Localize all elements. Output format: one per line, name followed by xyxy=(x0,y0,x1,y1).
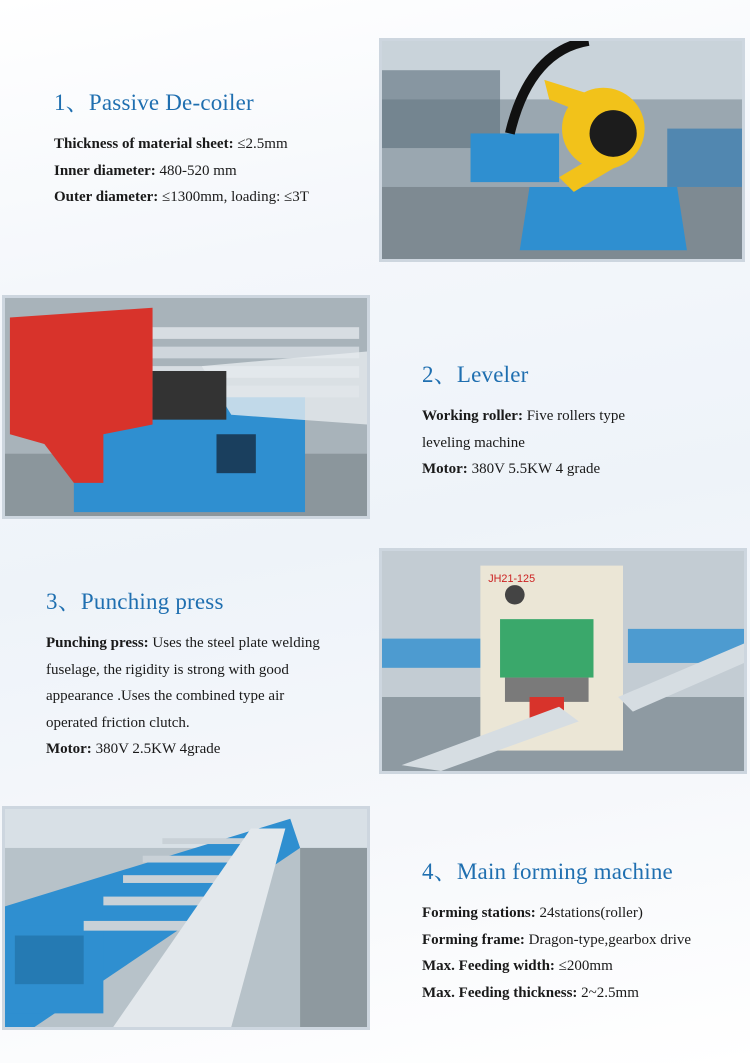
spec-line: Thickness of material sheet: ≤2.5mm xyxy=(54,136,288,152)
spec-line: Punching press: Uses the steel plate welding xyxy=(46,635,320,651)
decoiler-photo xyxy=(379,38,745,262)
spec-line: Max. Feeding width: ≤200mm xyxy=(422,958,613,974)
spec-line: Motor: 380V 2.5KW 4grade xyxy=(46,741,221,757)
section-heading: 2、Leveler xyxy=(422,362,529,387)
spec-line: Working roller: Five rollers type xyxy=(422,408,626,424)
spec-line: leveling machine xyxy=(422,434,525,451)
section-punching-text xyxy=(46,583,376,763)
spec-line: fuselage, the rigidity is strong with good xyxy=(46,661,289,678)
spec-line: Outer diameter: ≤1300mm, loading: ≤3T xyxy=(54,189,309,205)
spec-line: Forming frame: Dragon-type,gearbox drive xyxy=(422,931,692,948)
section-heading: 4、Main forming machine xyxy=(422,859,673,884)
section-heading: 3、Punching press xyxy=(46,589,224,614)
spec-line: Motor: 380V 5.5KW 4 grade xyxy=(422,461,601,477)
spec-line: operated friction clutch. xyxy=(46,714,190,731)
section-forming-text xyxy=(422,853,747,1006)
spec-line: Max. Feeding thickness: 2~2.5mm xyxy=(422,984,639,1001)
punching-press-photo xyxy=(379,548,747,774)
forming-machine-photo xyxy=(2,806,370,1030)
spec-line: appearance .Uses the combined type air xyxy=(46,688,285,704)
spec-line: Inner diameter: 480-520 mm xyxy=(54,162,237,179)
section-heading: 1、Passive De-coiler xyxy=(54,90,254,115)
leveler-photo xyxy=(2,295,370,519)
press-brand-label: JH21-125 xyxy=(488,573,536,586)
spec-line: Forming stations: 24stations(roller) xyxy=(422,905,643,921)
section-leveler-text xyxy=(422,356,742,483)
section-decoiler-text xyxy=(54,84,374,211)
